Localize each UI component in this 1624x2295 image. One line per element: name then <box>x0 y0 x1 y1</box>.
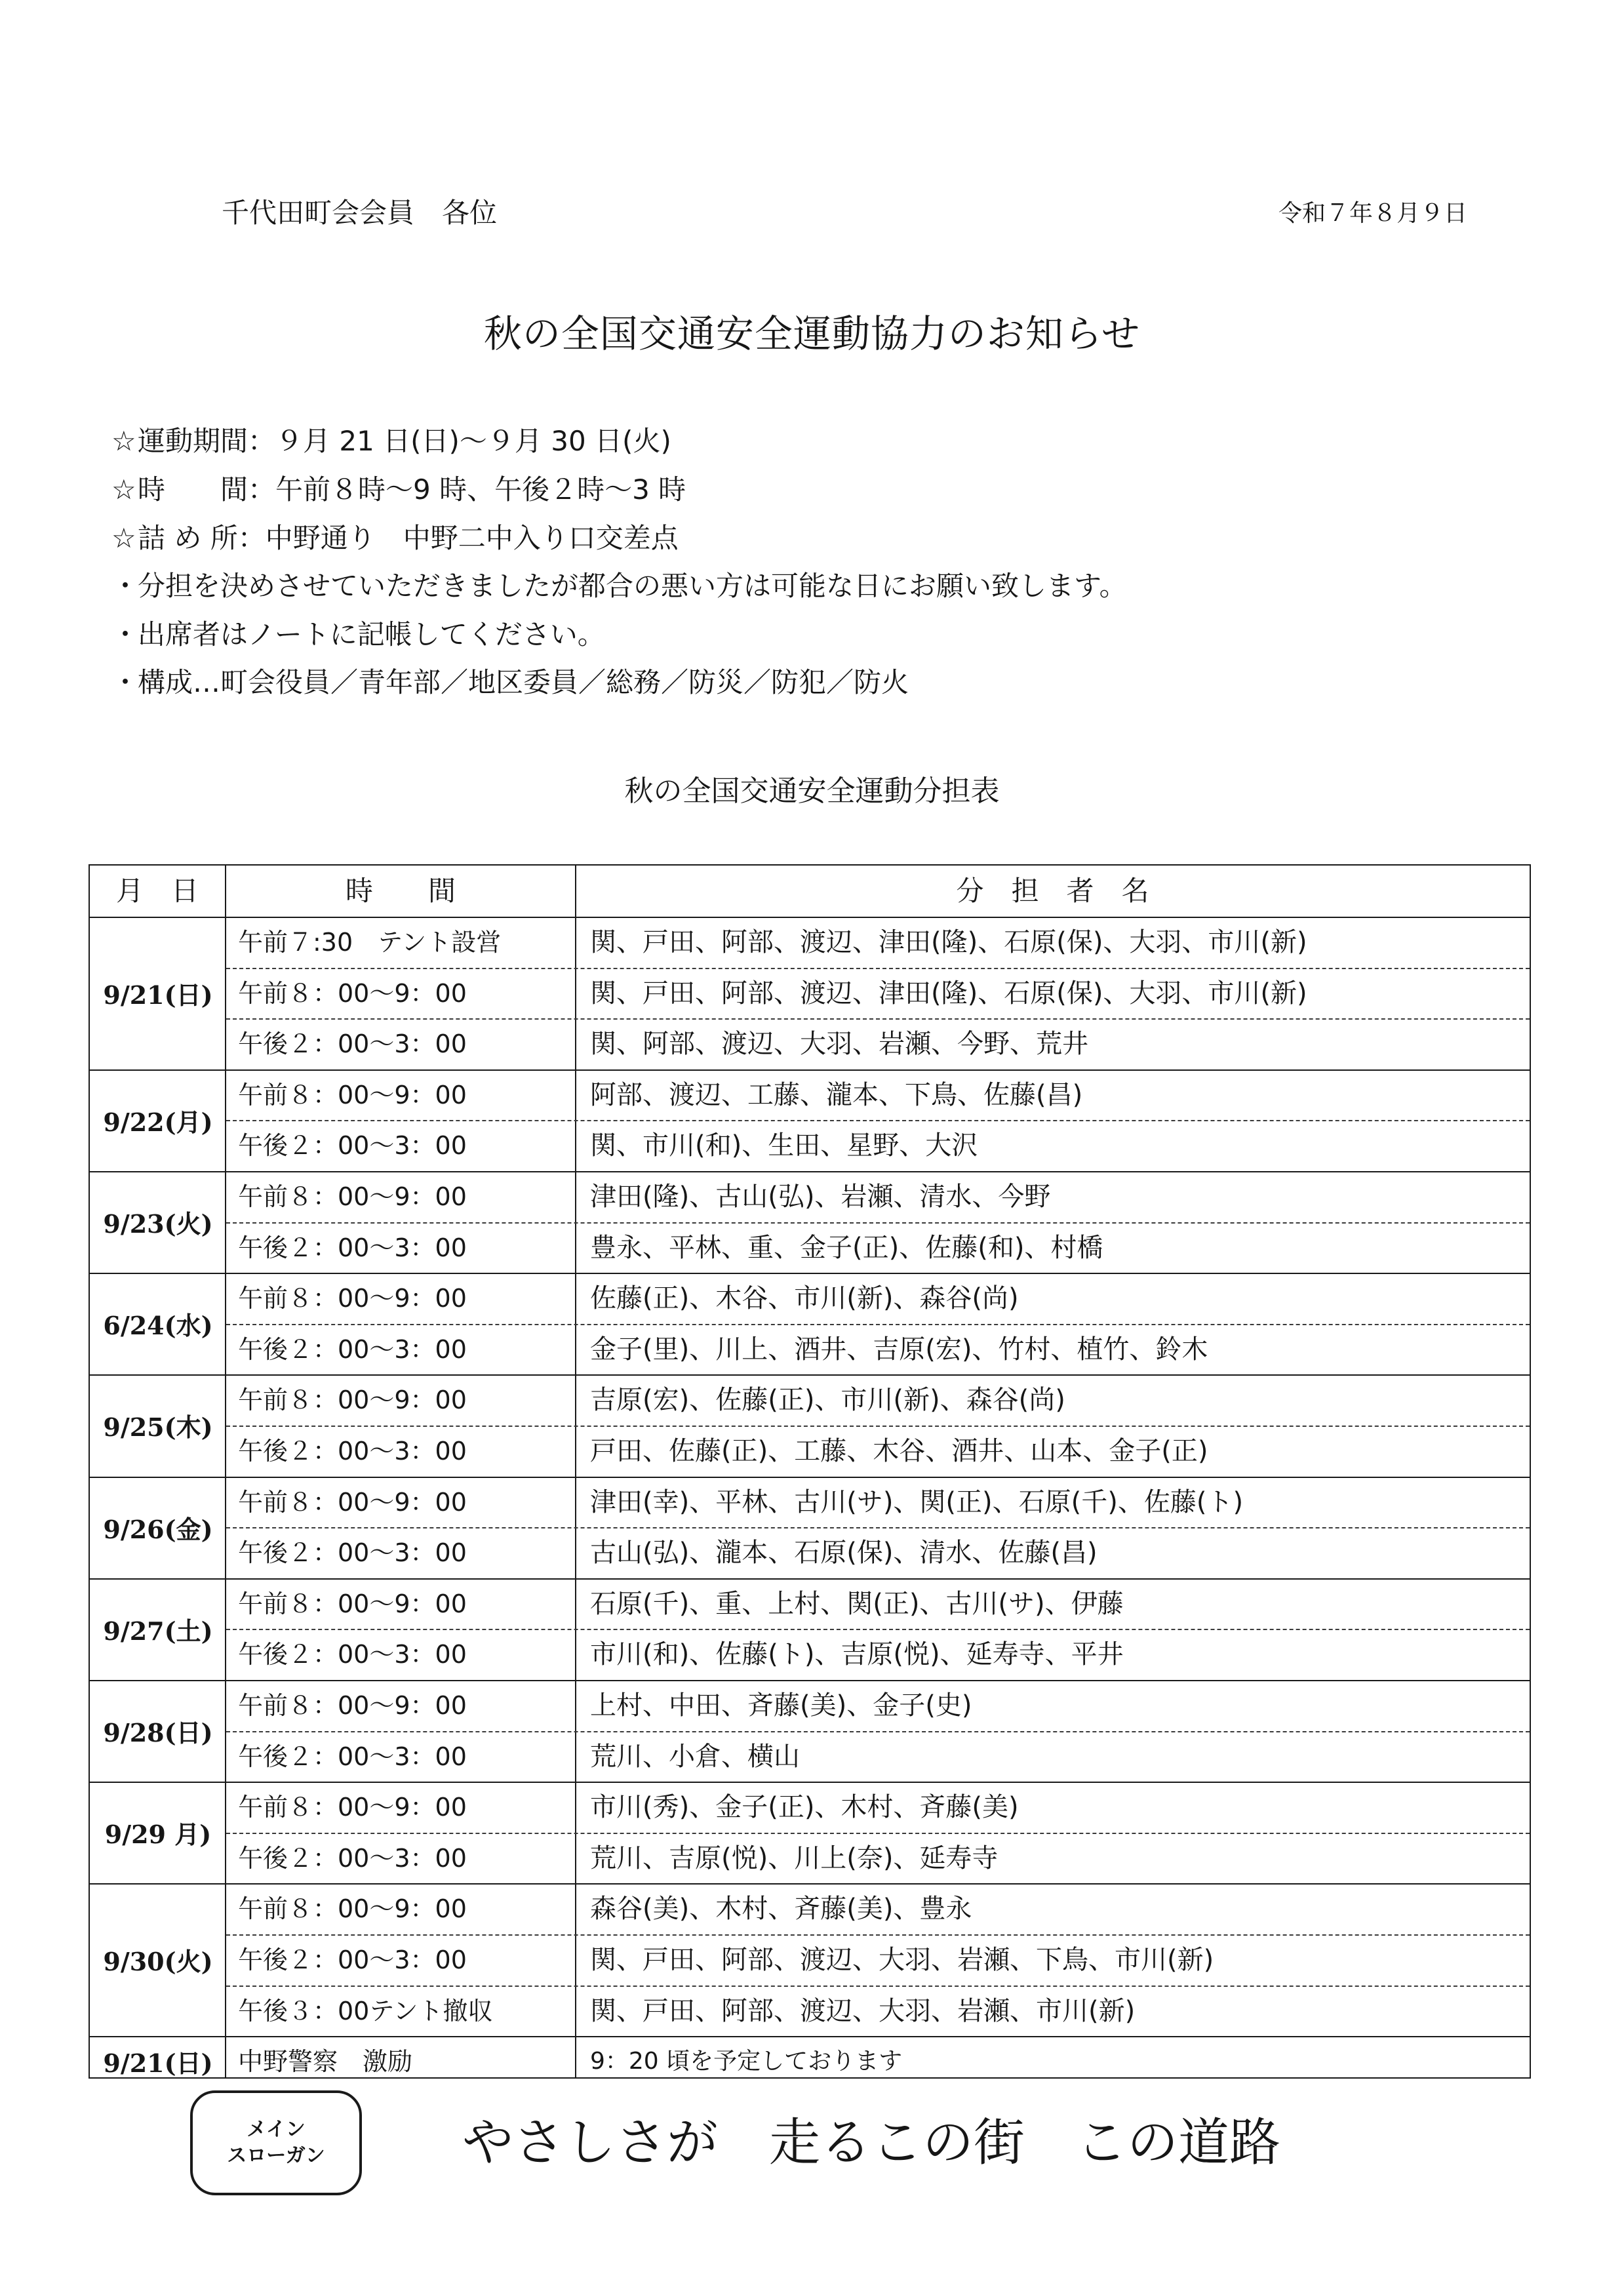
time-cell: 午後３：00テント撤収 <box>238 1996 493 2026</box>
names-cell: 石原(千)、重、上村、関(正)、古川(サ)、伊藤 <box>590 1588 1124 1619</box>
time-cell: 午前７:30 テント設営 <box>238 928 502 957</box>
table-title: 秋の全国交通安全運動分担表 <box>624 774 1000 808</box>
info-text: 出席者はノートに記帳してください。 <box>138 618 605 650</box>
bullet-mark: ・ <box>111 570 140 602</box>
slogan-text: やさしさが 走るこの街 この道路 <box>462 2113 1281 2172</box>
schedule-table <box>89 864 1531 2079</box>
bullet-mark: ☆ <box>111 425 136 457</box>
info-line <box>111 618 605 651</box>
date-cell: 9/25(木) <box>103 1412 213 1443</box>
time-cell: 午後２：00～3：00 <box>238 1742 467 1771</box>
info-text: 構成…町会役員／青年部／地区委員／総務／防災／防犯／防火 <box>138 666 909 698</box>
header-date: 月 日 <box>115 875 199 907</box>
names-cell: 関、戸田、阿部、渡辺、大羽、岩瀬、下鳥、市川(新) <box>590 1945 1214 1975</box>
time-cell: 午後２：00～3：00 <box>238 1538 467 1568</box>
info-line <box>111 522 679 555</box>
names-cell: 上村、中田、斉藤(美)、金子(史) <box>590 1690 972 1721</box>
names-cell: 関、阿部、渡辺、大羽、岩瀬、今野、荒井 <box>590 1029 1088 1060</box>
notice-title: 秋の全国交通安全運動協力のお知らせ <box>483 311 1141 356</box>
slogan-badge-line1: メイン <box>247 2118 306 2141</box>
time-cell: 午前８：00～9：00 <box>238 1386 467 1415</box>
info-text: 運動期間：９月 21 日(日)～９月 30 日(火) <box>138 425 671 457</box>
names-cell: 森谷(美)、木村、斉藤(美)、豊永 <box>590 1894 972 1925</box>
time-cell: 午後２：00～3：00 <box>238 1946 467 1974</box>
slogan-badge-line2: スローガン <box>227 2144 325 2167</box>
date-cell: 9/30(火) <box>103 1947 213 1977</box>
info-text: 分担を決めさせていただきましたが都合の悪い方は可能な日にお願い致します。 <box>138 570 1127 602</box>
names-cell: 金子(里)、川上、酒井、吉原(宏)、竹村、植竹、鈴木 <box>590 1334 1208 1365</box>
header-names: 分 担 者 名 <box>956 875 1149 907</box>
names-cell: 吉原(宏)、佐藤(正)、市川(新)、森谷(尚) <box>590 1385 1065 1416</box>
time-cell: 午後２：00～3：00 <box>238 1131 467 1161</box>
time-cell: 午後２：00～3：00 <box>238 1334 467 1364</box>
names-cell: 市川(和)、佐藤(ト)、吉原(悦)、延寿寺、平井 <box>590 1639 1124 1670</box>
info-line <box>111 425 671 458</box>
slogan-badge <box>190 2090 362 2195</box>
time-cell: 中野警察 激励 <box>238 2047 413 2077</box>
names-cell: 9：20 頃を予定しております <box>590 2048 903 2075</box>
date-cell: 9/21(日) <box>103 980 213 1010</box>
time-cell: 午前８：00～9：00 <box>238 1691 467 1720</box>
names-cell: 関、戸田、阿部、渡辺、津田(隆)、石原(保)、大羽、市川(新) <box>590 978 1307 1008</box>
time-cell: 午前８：00～9：00 <box>238 1894 467 1924</box>
date-cell: 9/22(月) <box>103 1107 213 1137</box>
time-cell: 午後２：00～3：00 <box>238 1640 467 1669</box>
names-cell: 荒川、小倉、横山 <box>590 1741 800 1772</box>
time-cell: 午後２：00～3：00 <box>238 1233 467 1262</box>
date-cell: 9/26(金) <box>103 1514 213 1544</box>
date-cell: 9/21(日) <box>103 2048 213 2079</box>
time-cell: 午後２：00～3：00 <box>238 1029 467 1059</box>
names-cell: 古山(弘)、瀧本、石原(保)、清水、佐藤(昌) <box>590 1538 1098 1568</box>
names-cell: 阿部、渡辺、工藤、瀧本、下鳥、佐藤(昌) <box>590 1079 1083 1110</box>
time-cell: 午前８：00～9：00 <box>238 1487 467 1517</box>
time-cell: 午前８：00～9：00 <box>238 978 467 1008</box>
names-cell: 豊永、平林、重、金子(正)、佐藤(和)、村橋 <box>590 1232 1103 1263</box>
date-cell: 9/28(日) <box>103 1718 213 1748</box>
info-text: 時 間：午前８時～9 時、午後２時～3 時 <box>138 473 686 506</box>
bullet-mark: ☆ <box>111 473 136 506</box>
date-cell: 9/23(火) <box>103 1209 213 1239</box>
names-cell: 市川(秀)、金子(正)、木村、斉藤(美) <box>590 1792 1019 1823</box>
time-cell: 午後２：00～3：00 <box>238 1437 467 1466</box>
names-cell: 荒川、吉原(悦)、川上(奈)、延寿寺 <box>590 1843 999 1873</box>
names-cell: 津田(幸)、平林、古川(サ)、関(正)、石原(千)、佐藤(ト) <box>590 1487 1244 1517</box>
names-cell: 関、戸田、阿部、渡辺、津田(隆)、石原(保)、大羽、市川(新) <box>590 927 1307 957</box>
issue-date: 令和７年８月９日 <box>1278 200 1468 227</box>
names-cell: 関、戸田、阿部、渡辺、大羽、岩瀬、市川(新) <box>590 1995 1136 2026</box>
time-cell: 午前８：00～9：00 <box>238 1589 467 1618</box>
bullet-mark: ☆ <box>111 522 136 554</box>
names-cell: 津田(隆)、古山(弘)、岩瀬、清水、今野 <box>590 1182 1051 1212</box>
date-cell: 9/27(土) <box>103 1616 213 1646</box>
header-time: 時 間 <box>345 875 456 907</box>
time-cell: 午後２：00～3：00 <box>238 1843 467 1873</box>
addressee: 千代田町会会員 各位 <box>222 197 498 229</box>
time-cell: 午前８：00～9：00 <box>238 1080 467 1109</box>
bullet-mark: ・ <box>111 618 140 650</box>
date-cell: 6/24(水) <box>103 1311 213 1341</box>
date-cell: 9/29 月) <box>104 1820 212 1850</box>
names-cell: 関、市川(和)、生田、星野、大沢 <box>590 1130 978 1161</box>
names-cell: 佐藤(正)、木谷、市川(新)、森谷(尚) <box>590 1283 1019 1314</box>
info-text: 詰 め 所：中野通り 中野二中入り口交差点 <box>138 522 679 554</box>
bullet-mark: ・ <box>111 666 140 698</box>
time-cell: 午前８：00～9：00 <box>238 1182 467 1211</box>
info-line <box>111 666 909 699</box>
time-cell: 午前８：00～9：00 <box>238 1284 467 1313</box>
time-cell: 午前８：00～9：00 <box>238 1793 467 1822</box>
info-line <box>111 570 1127 603</box>
info-line <box>111 473 686 506</box>
names-cell: 戸田、佐藤(正)、工藤、木谷、酒井、山本、金子(正) <box>590 1436 1208 1466</box>
